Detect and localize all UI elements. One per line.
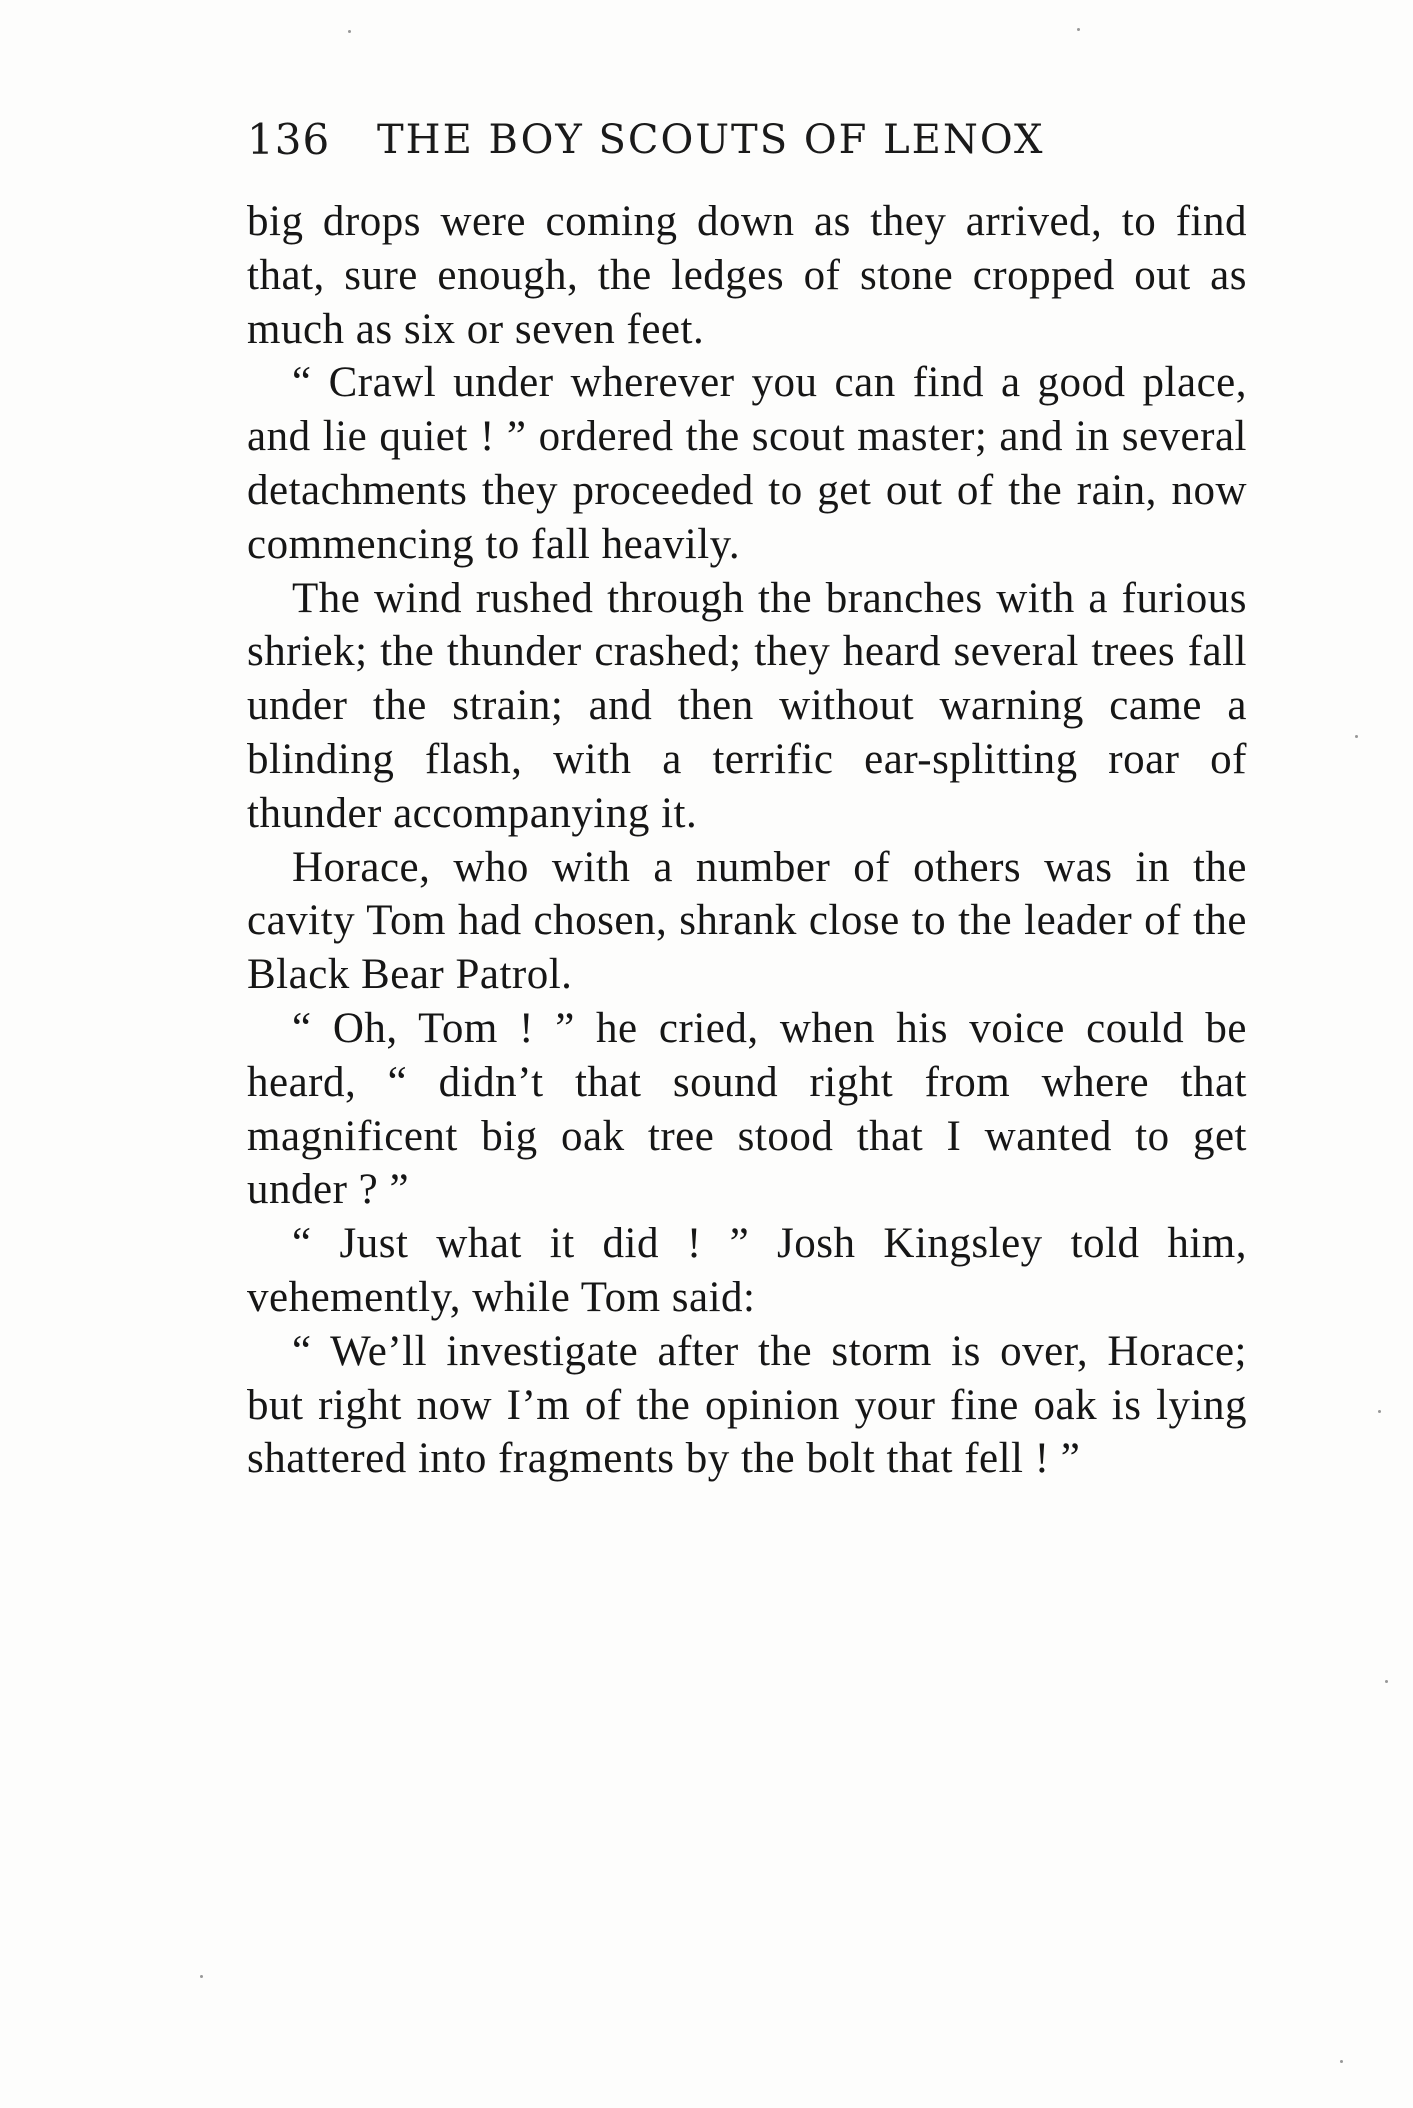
- paragraph-1: big drops were coming down as they arrived, to find that, sure enough, the ledges of stone cropped out as much as six or seven feet.: [247, 198, 1247, 353]
- paragraph-4: Horace, who with a number of others was in the cavity Tom had chosen, shrank close to the leader of the Black Bear Patrol.: [247, 843, 1247, 999]
- body-text: [247, 195, 1247, 1486]
- running-title: THE BOY SCOUTS OF LENOX: [377, 117, 1045, 163]
- paragraph-6: “ Just what it did ! ” Josh Kingsley told him, vehemently, while Tom said:: [247, 1220, 1247, 1321]
- paragraph-3: The wind rushed through the branches with a furious shriek; the thunder crashed; they heard several trees fall under the strain; and then without warning came a blinding flash, with a terrific ear-splitting roar of thunder accompanying it.: [247, 574, 1247, 837]
- scan-speck: [1355, 735, 1358, 738]
- paragraph-7: “ We’ll investigate after the storm is over, Horace; but right now I’m of the opinion your fine oak is lying shattered into fragments by the bolt that fell ! ”: [247, 1327, 1247, 1483]
- scan-speck: [1077, 28, 1080, 31]
- page-header: [247, 110, 1257, 170]
- scan-speck: [1378, 1410, 1381, 1413]
- scan-speck: [348, 30, 351, 33]
- scan-speck: [1385, 1680, 1388, 1683]
- scan-speck: [200, 1975, 203, 1978]
- paragraph-5: “ Oh, Tom ! ” he cried, when his voice could be heard, “ didn’t that sound right from where that magnificent big oak tree stood that I wanted to get under ? ”: [247, 1004, 1247, 1214]
- paragraph-2: “ Crawl under wherever you can find a good place, and lie quiet ! ” ordered the scout master; and in several detachments they proceeded to get out of the rain, now commencing to fall heavily.: [247, 359, 1247, 568]
- page-number: 136: [247, 115, 331, 164]
- scan-speck: [1340, 2060, 1343, 2063]
